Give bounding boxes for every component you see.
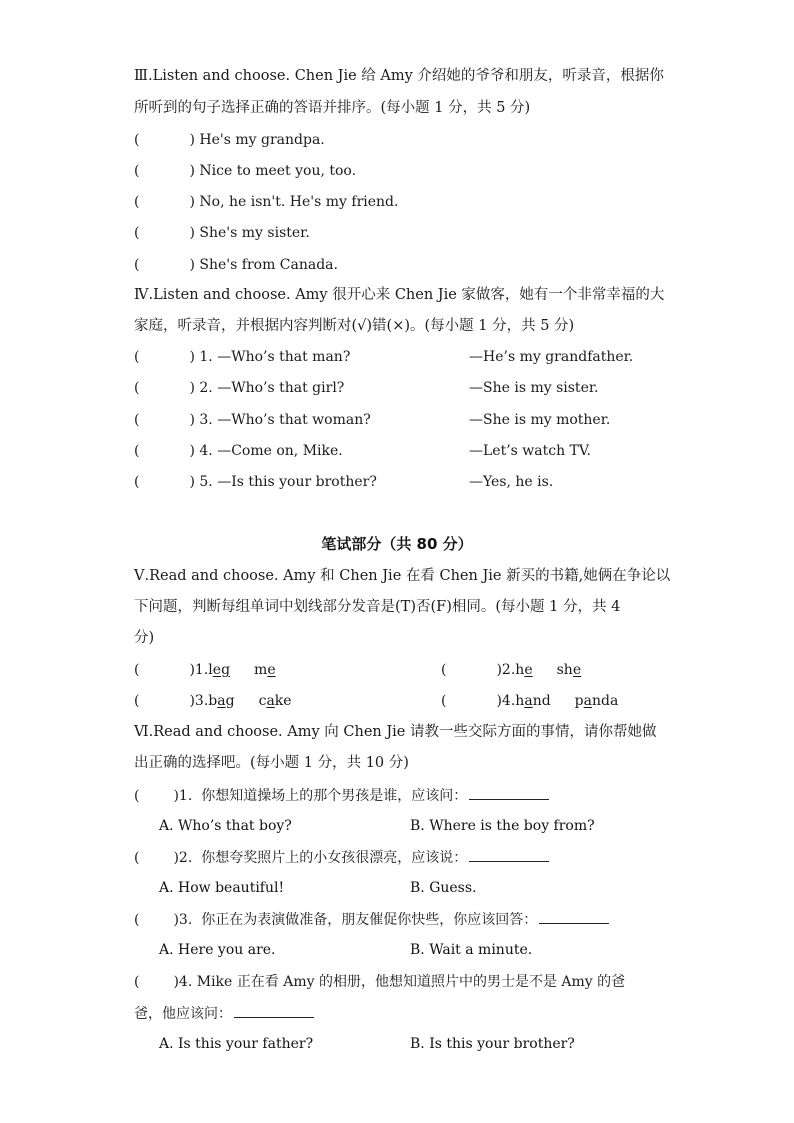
sec6-question-4-line1: ( )4. Mike 正在看 Amy 的相册，他想知道照片中的男士是不是 Amy 的爸 (134, 974, 626, 990)
sec4-question-1: ( ) 1. —Who’s that man? (134, 349, 351, 365)
sec3-item-3: ( ) No, he isn't. He's my friend. (134, 194, 399, 210)
sec3-item-2: ( ) Nice to meet you, too. (134, 163, 357, 179)
fill-blank-line[interactable] (539, 909, 609, 924)
sec4-question-2: ( ) 2. —Who’s that girl? (134, 380, 345, 396)
sec6-q4-option-b[interactable]: B. Is this your brother? (410, 1036, 575, 1052)
sec3-item-4: ( ) She's my sister. (134, 225, 310, 241)
sec5-pair-4: ( )4.hand panda (441, 693, 619, 709)
sec6-q2-option-b[interactable]: B. Guess. (410, 880, 477, 896)
section-5-instruction-line3: 分) (134, 630, 155, 646)
fill-blank-line[interactable] (469, 847, 549, 862)
sec4-question-5: ( ) 5. —Is this your brother? (134, 474, 377, 490)
sec4-question-4: ( ) 4. —Come on, Mike. (134, 443, 343, 459)
sec4-answer-4: —Let’s watch TV. (469, 443, 592, 459)
sec4-answer-5: —Yes, he is. (469, 474, 554, 490)
section-3-instruction-line2: 所听到的句子选择正确的答语并排序。(每小题 1 分，共 5 分) (134, 100, 531, 116)
section-6-instruction-line1: Ⅵ.Read and choose. Amy 向 Chen Jie 请教一些交际方面的事情，请你帮她做 (134, 724, 657, 740)
written-part-title: 笔试部分（共 80 分） (321, 535, 473, 553)
sec5-pair-2: ( )2.he she (441, 662, 582, 678)
sec5-pair-1: ( )1.leg me (134, 662, 276, 678)
sec4-answer-3: —She is my mother. (469, 412, 611, 428)
sec6-question-4-line2: 爸，他应该问： (134, 1003, 314, 1024)
sec4-answer-2: —She is my sister. (469, 380, 599, 396)
sec3-item-1: ( ) He's my grandpa. (134, 132, 325, 148)
sec6-q1-option-b[interactable]: B. Where is the boy from? (410, 818, 595, 834)
sec6-q3-option-a[interactable]: A. Here you are. (159, 942, 276, 958)
sec3-item-5: ( ) She's from Canada. (134, 257, 338, 273)
section-5-instruction-line2: 下问题，判断每组单词中划线部分发音是(T)否(F)相同。(每小题 1 分，共 4 (134, 599, 621, 615)
sec5-pair-3: ( )3.bag cake (134, 693, 292, 709)
section-4-instruction-line2: 家庭，听录音，并根据内容判断对(√)错(×)。(每小题 1 分，共 5 分) (134, 318, 575, 334)
sec6-q1-option-a[interactable]: A. Who’s that boy? (159, 818, 292, 834)
sec6-question-3: ( )3. 你正在为表演做准备，朋友催促你快些，你应该回答： (134, 909, 609, 930)
sec4-question-3: ( ) 3. —Who’s that woman? (134, 412, 371, 428)
fill-blank-line[interactable] (469, 785, 549, 800)
section-5-instruction-line1: Ⅴ.Read and choose. Amy 和 Chen Jie 在看 Chen Jie 新买的书籍,她俩在争论以 (134, 568, 671, 584)
sec6-q3-option-b[interactable]: B. Wait a minute. (410, 942, 533, 958)
section-4-instruction-line1: Ⅳ.Listen and choose. Amy 很开心来 Chen Jie 家做客，她有一个非常幸福的大 (134, 287, 665, 303)
section-6-instruction-line2: 出正确的选择吧。(每小题 1 分，共 10 分) (134, 755, 409, 771)
fill-blank-line[interactable] (234, 1003, 314, 1018)
sec6-question-1: ( )1. 你想知道操场上的那个男孩是谁，应该问： (134, 785, 549, 806)
sec6-q4-option-a[interactable]: A. Is this your father? (159, 1036, 314, 1052)
sec6-q2-option-a[interactable]: A. How beautiful! (159, 880, 285, 896)
section-3-instruction-line1: Ⅲ.Listen and choose. Chen Jie 给 Amy 介绍她的爷爷和朋友，听录音，根据你 (134, 68, 664, 84)
sec4-answer-1: —He’s my grandfather. (469, 349, 634, 365)
sec6-question-2: ( )2. 你想夸奖照片上的小女孩很漂亮，应该说： (134, 847, 549, 868)
